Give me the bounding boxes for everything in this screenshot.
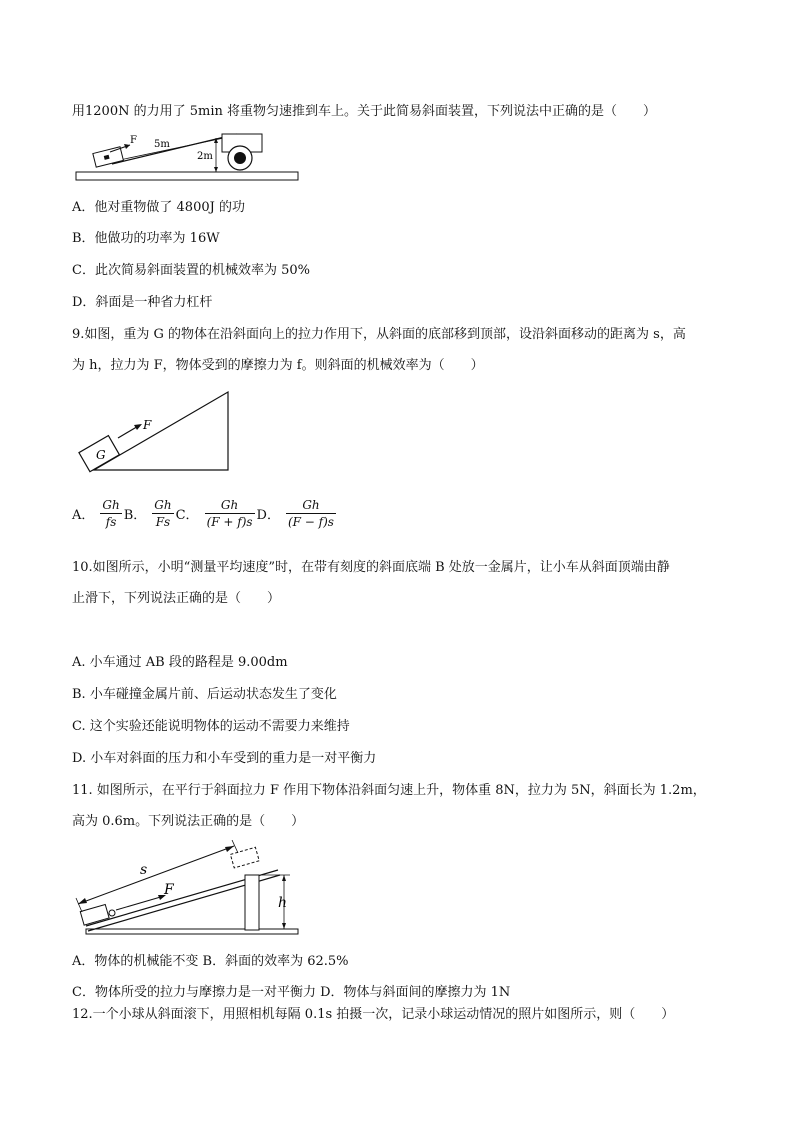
q11-ground (86, 929, 298, 934)
q11-block (80, 904, 109, 925)
q11-options-line2: C．物体所受的拉力与摩擦力是一对平衡力 D．物体与斜面间的摩擦力为 1N (72, 985, 511, 1000)
q9-option-a-letter: A． (72, 508, 95, 523)
q10-option-c: C. 这个实验还能说明物体的运动不需要力来维持 (72, 719, 350, 734)
q8-stem: 用1200N 的力用了 5min 将重物匀速推到车上。关于此简易斜面装置，下列说法中正确的是（ ） (72, 104, 656, 119)
q9-option-c-fraction: $\frac{Gh}{(F + f)s}$ (206, 498, 253, 529)
q9-block-label: G (96, 448, 106, 462)
q11-hook (109, 910, 115, 916)
q8-height-label: 2m (197, 151, 213, 162)
q9-option-d-letter: D． (256, 508, 280, 523)
q9-option-b-fraction: $\frac{Gh}{Fs}$ (154, 498, 172, 529)
q9-figure (76, 388, 236, 478)
q8-figure (72, 130, 302, 186)
q11-stem-line2: 高为 0.6m。下列说法正确的是（ ） (72, 814, 305, 829)
q10-option-d: D. 小车对斜面的压力和小车受到的重力是一对平衡力 (72, 751, 377, 766)
q9-option-a-fraction: $\frac{Gh}{fs}$ (102, 498, 120, 529)
q8-option-b: B．他做功的功率为 16W (72, 231, 220, 246)
q10-stem-line1: 10.如图所示，小明“测量平均速度”时，在带有刻度的斜面底端 B 处放一金属片，让小车从斜面顶端由静 (72, 560, 670, 575)
q9-force-label: F (143, 418, 152, 432)
q8-load-box (93, 147, 124, 167)
q8-option-a: A．他对重物做了 4800J 的功 (72, 200, 245, 215)
q8-length-label: 5m (154, 139, 170, 150)
q8-force-label: F (130, 135, 137, 146)
q11-dashed-block (230, 847, 259, 868)
q11-force-arrow (116, 896, 164, 910)
q10-stem-line2: 止滑下，下列说法正确的是（ ） (72, 591, 281, 606)
q8-option-d: D．斜面是一种省力杠杆 (72, 295, 213, 310)
q11-options-line1: A．物体的机械能不变 B．斜面的效率为 62.5% (72, 954, 349, 969)
q9-stem-line1: 9.如图，重为 G 的物体在沿斜面向上的拉力作用下，从斜面的底部移到顶部，设沿斜面移动的距离为 s，高 (72, 327, 686, 342)
q11-s-label: s (140, 862, 148, 878)
q9-option-b-letter: B． (123, 508, 147, 523)
q9-option-d-fraction: $\frac{Gh}{(F - f)s}$ (287, 498, 334, 529)
q12-stem: 12.一个小球从斜面滚下，用照相机每隔 0.1s 拍摄一次，记录小球运动情况的照片如图所示，则（ ） (72, 1007, 675, 1022)
q11-force-label: F (164, 882, 174, 898)
q8-ground (76, 172, 298, 180)
q8-option-c: C．此次简易斜面装置的机械效率为 50% (72, 263, 310, 278)
q9-options (72, 498, 338, 529)
q11-stem-line1: 11. 如图所示，在平行于斜面拉力 F 作用下物体沿斜面匀速上升，物体重 8N，拉力为 5N，斜面长为 1.2m， (72, 783, 706, 798)
q11-support (245, 875, 259, 930)
q10-option-a: A. 小车通过 AB 段的路程是 9.00dm (72, 655, 288, 670)
q11-h-label: h (278, 895, 288, 911)
q11-figure (72, 840, 302, 940)
q10-option-b: B. 小车碰撞金属片前、后运动状态发生了变化 (72, 687, 337, 702)
q9-stem-line2: 为 h，拉力为 F，物体受到的摩擦力为 f。则斜面的机械效率为（ ） (72, 358, 484, 373)
q9-option-c-letter: C． (175, 508, 199, 523)
